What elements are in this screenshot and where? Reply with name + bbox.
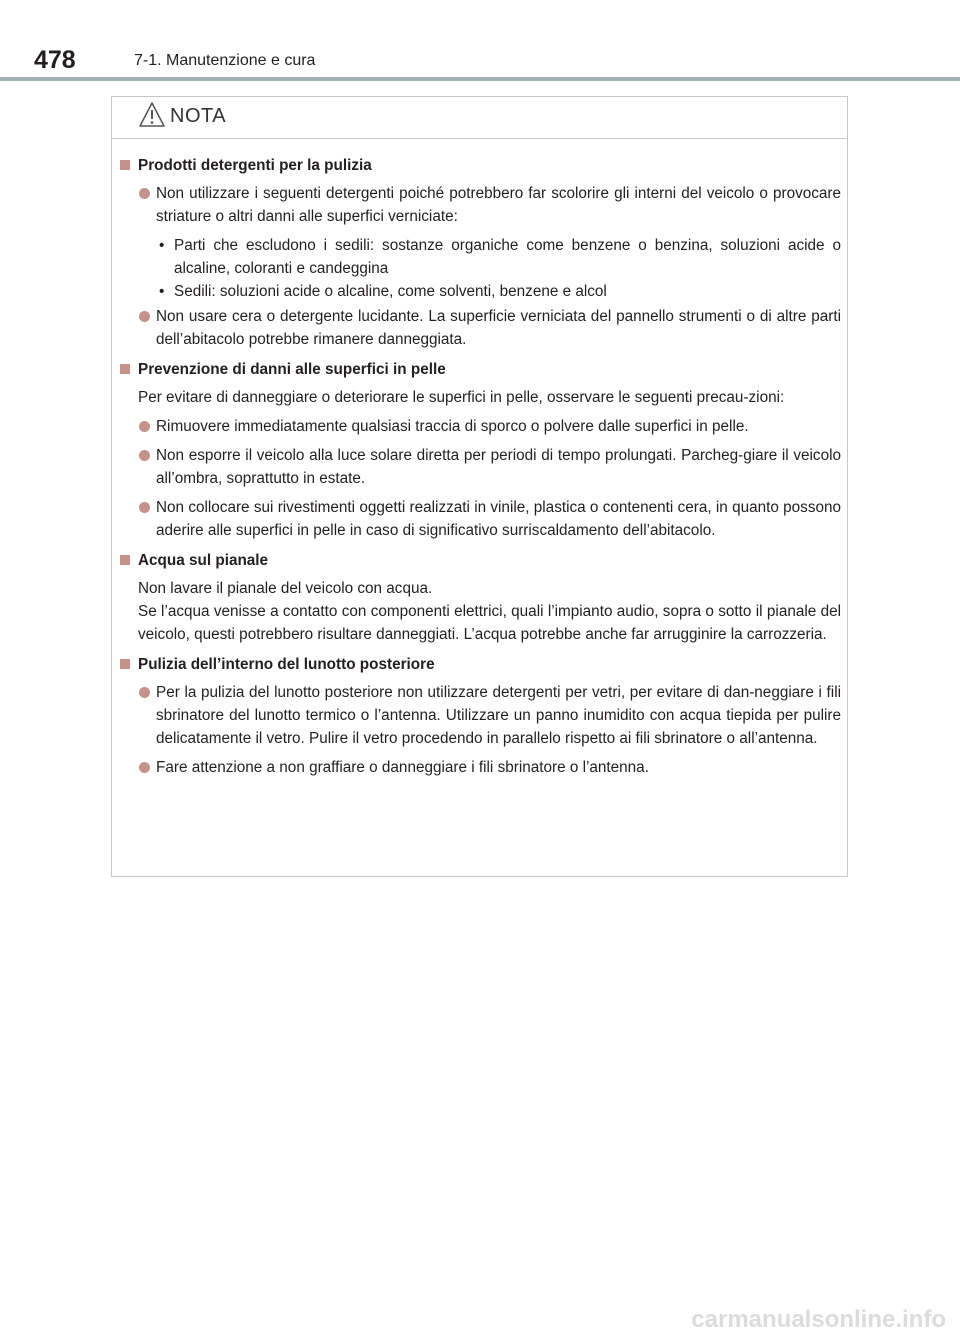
dot-marker: • [159, 237, 165, 254]
paragraph: Se l’acqua venisse a contatto con componenti elettrici, quali l’impianto audio, sopra o sotto il pianale del veicolo, questi potrebbero risultare danneggiati. L’acqua potrebbe anche far arrugginire la carrozzeria. [138, 603, 841, 643]
note-title: NOTA [170, 105, 227, 127]
circle-bullet-icon [139, 421, 150, 432]
square-bullet-icon [120, 555, 130, 565]
header-rule [0, 77, 960, 81]
bullet-item: Fare attenzione a non graffiare o danneggiare i fili sbrinatore o l’antenna. [117, 756, 841, 779]
circle-bullet-icon [139, 311, 150, 322]
dot-marker: • [159, 283, 165, 300]
sub-bullet-item: • Parti che escludono i sedili: sostanze organiche come benzene o benzina, soluzioni acide o alcaline, coloranti e candeggina [117, 234, 841, 280]
square-bullet-icon [120, 364, 130, 374]
section-title: 7-1. Manutenzione e cura [134, 52, 316, 69]
note-body [117, 147, 841, 785]
circle-bullet-icon [139, 450, 150, 461]
bullet-item: Per la pulizia del lunotto posteriore non utilizzare detergenti per vetri, per evitare di dan-neggiare i fili sbrinatore del lunotto termico o l’antenna. Utilizzare un panno inumidito con acqua tiepida per pulire delicatamente il vetro. Pulire il vetro procedendo in parallelo rispetto ai fili sbrinatore o all’antenna. [117, 681, 841, 750]
section-heading: Acqua sul pianale [117, 549, 841, 572]
paragraph: Non lavare il pianale del veicolo con acqua. [138, 580, 433, 597]
circle-bullet-icon [139, 188, 150, 199]
bullet-item: Rimuovere immediatamente qualsiasi traccia di sporco o polvere dalle superfici in pelle. [117, 415, 841, 438]
section-heading: Prodotti detergenti per la pulizia [117, 154, 841, 177]
bullet-item: Non usare cera o detergente lucidante. La superficie verniciata del pannello strumenti o di altre parti dell’abitacolo potrebbe rimanere danneggiata. [117, 305, 841, 351]
bullet-item: Non esporre il veicolo alla luce solare diretta per periodi di tempo prolungati. Parcheg-giare il veicolo all’ombra, soprattutto in estate. [117, 444, 841, 490]
section-heading: Pulizia dell’interno del lunotto posteriore [117, 653, 841, 676]
circle-bullet-icon [139, 502, 150, 513]
circle-bullet-icon [139, 687, 150, 698]
note-header [112, 97, 847, 139]
bullet-item: Non utilizzare i seguenti detergenti poiché potrebbero far scolorire gli interni del veicolo o provocare striature o altri danni alle superfici verniciate: [117, 182, 841, 228]
section-heading: Prevenzione di danni alle superfici in pelle [117, 358, 841, 381]
paragraph: Per evitare di danneggiare o deteriorare le superfici in pelle, osservare le seguenti precau-zioni: [138, 389, 785, 406]
note-box [111, 96, 848, 877]
sub-bullet-item: • Sedili: soluzioni acide o alcaline, come solventi, benzene e alcol [117, 280, 841, 303]
bullet-item: Non collocare sui rivestimenti oggetti realizzati in vinile, plastica o contenenti cera, in quanto possono aderire alle superfici in pelle in caso di significativo surriscaldamento dell’abitacolo. [117, 496, 841, 542]
circle-bullet-icon [139, 762, 150, 773]
warning-icon [139, 102, 165, 128]
square-bullet-icon [120, 659, 130, 669]
page-number: 478 [34, 46, 76, 74]
page-header [0, 0, 960, 80]
square-bullet-icon [120, 160, 130, 170]
watermark: carmanualsonline.info [691, 1306, 946, 1333]
